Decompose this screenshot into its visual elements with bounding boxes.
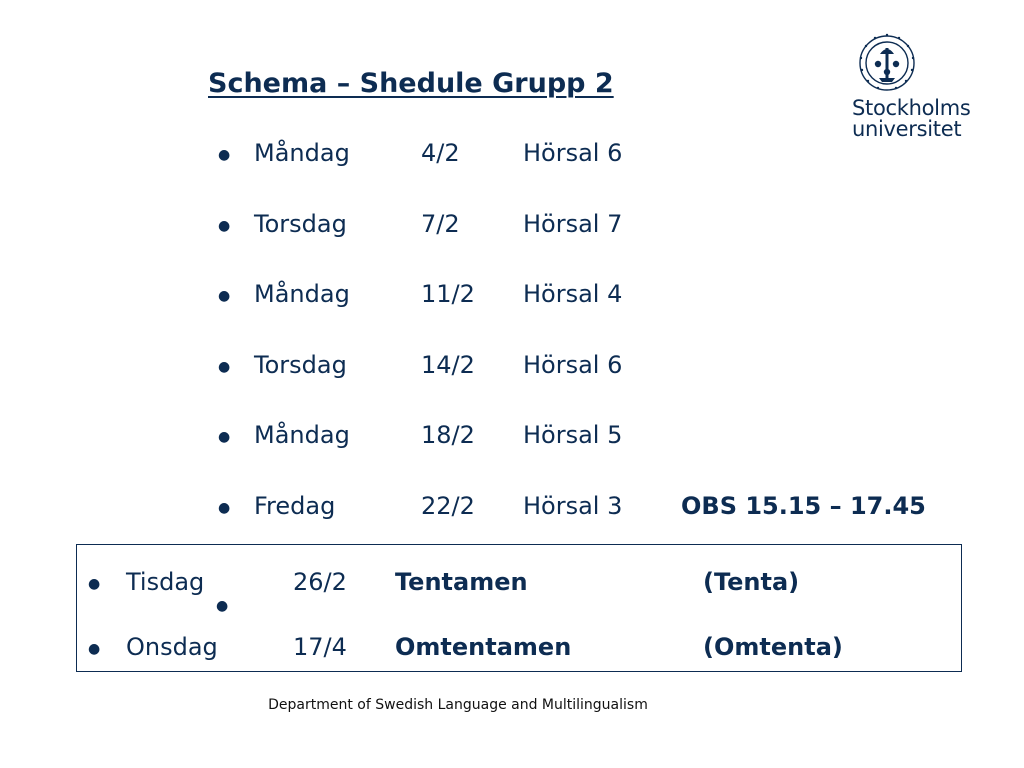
- schedule-date: 18/2: [421, 421, 475, 449]
- schedule-day: Måndag: [254, 280, 350, 308]
- schedule-room: Hörsal 5: [523, 421, 623, 449]
- schedule-room: Hörsal 6: [523, 351, 623, 379]
- schedule-day: Torsdag: [254, 351, 347, 379]
- exam-day: Tisdag: [126, 568, 205, 596]
- footer-department: Department of Swedish Language and Multilingualism: [268, 697, 648, 713]
- bullet-icon: ●: [88, 576, 101, 592]
- schedule-date: 22/2: [421, 492, 475, 520]
- bullet-icon: ●: [216, 598, 229, 614]
- schedule-row: [0, 137, 1024, 169]
- bullet-icon: ●: [218, 500, 231, 516]
- bullet-icon: ●: [218, 218, 231, 234]
- schedule-room: Hörsal 7: [523, 210, 623, 238]
- schedule-day: Fredag: [254, 492, 336, 520]
- schedule-row: [0, 490, 1024, 522]
- schedule-row: [0, 208, 1024, 240]
- exam-date: 26/2: [293, 568, 347, 596]
- schedule-row: [0, 419, 1024, 451]
- schedule-row: [0, 278, 1024, 310]
- bullet-icon: ●: [218, 288, 231, 304]
- schedule-day: Måndag: [254, 139, 350, 167]
- exam-row: [0, 566, 1024, 598]
- exam-event: Omtentamen: [395, 633, 572, 661]
- schedule-room: Hörsal 3: [523, 492, 623, 520]
- schedule-row: [0, 349, 1024, 381]
- university-seal-icon: [852, 30, 988, 100]
- schedule-date: 14/2: [421, 351, 475, 379]
- schedule-room: Hörsal 4: [523, 280, 623, 308]
- schedule-date: 11/2: [421, 280, 475, 308]
- bullet-icon: ●: [218, 147, 231, 163]
- exam-event: Tentamen: [395, 568, 528, 596]
- slide-title: Schema – Shedule Grupp 2: [208, 68, 614, 99]
- logo-line-1: Stockholms: [852, 96, 971, 120]
- schedule-date: 7/2: [421, 210, 460, 238]
- schedule-day: Måndag: [254, 421, 350, 449]
- exam-abbr: (Tenta): [703, 568, 800, 596]
- schedule-note: OBS 15.15 – 17.45: [681, 492, 926, 520]
- logo-line-2: universitet: [852, 117, 962, 141]
- exam-row: [0, 631, 1024, 663]
- bullet-icon: ●: [88, 641, 101, 657]
- university-logo-text: [852, 98, 971, 140]
- schedule-room: Hörsal 6: [523, 139, 623, 167]
- schedule-day: Torsdag: [254, 210, 347, 238]
- bullet-icon: ●: [218, 359, 231, 375]
- exam-abbr: (Omtenta): [703, 633, 843, 661]
- schedule-date: 4/2: [421, 139, 460, 167]
- exam-date: 17/4: [293, 633, 347, 661]
- exam-day: Onsdag: [126, 633, 218, 661]
- bullet-icon: ●: [218, 429, 231, 445]
